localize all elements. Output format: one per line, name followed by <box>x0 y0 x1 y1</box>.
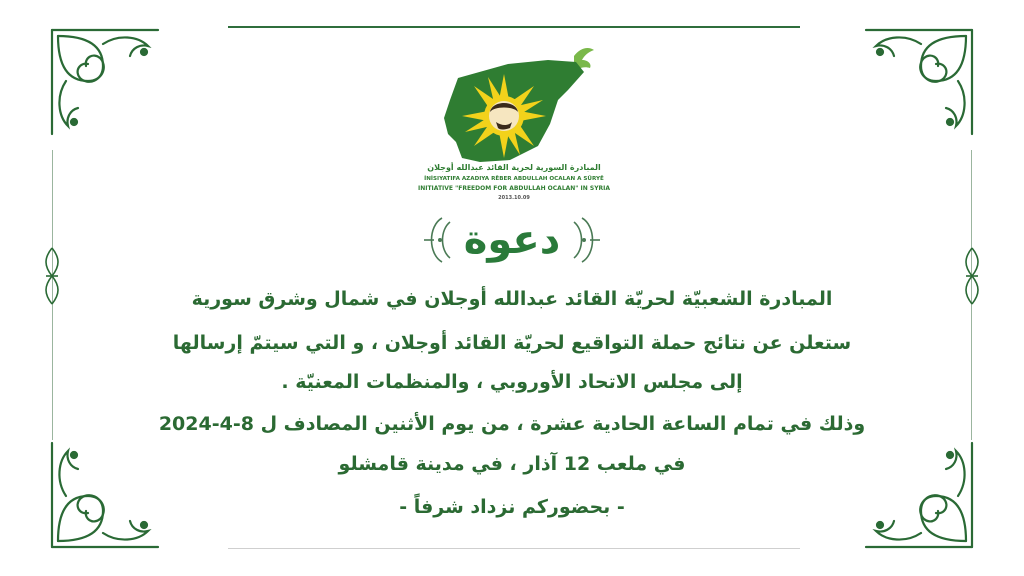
body-line-3: إلى مجلس الاتحاد الأوروبي ، والمنظمات المعنيّة . <box>281 371 743 393</box>
body-line-4: وذلك في تمام الساعة الحادية عشرة ، من يوم الأثنين المصادف ل 8-4-2024 <box>158 413 866 435</box>
corner-ornament-top-left <box>48 26 168 141</box>
title-block <box>420 212 604 268</box>
body-line-6: - بحضوركم نزداد شرفاً - <box>399 496 625 518</box>
page-title: دعوة <box>463 217 561 263</box>
body-line-1: المبادرة الشعبيّة لحريّة القائد عبدالله أوجلان في شمال وشرق سورية <box>191 288 833 310</box>
corner-ornament-top-right <box>856 26 976 141</box>
logo-arabic-text: المبادرة السورية لحرية القائد عبدالله أوجلان <box>427 163 601 172</box>
logo-english-text: INITIATIVE "FREEDOM FOR ABDULLAH OCALAN" IN SYRIA <box>417 185 611 192</box>
bottom-divider <box>228 548 800 549</box>
body-line-5: في ملعب 12 آذار ، في مدينة قامشلو <box>338 453 686 475</box>
top-divider <box>228 26 800 28</box>
logo-kurdish-text: İNİSIYATIFA AZADIYA RÊBER ABDULLAH OCALAN A SÛRYÊ <box>424 176 604 182</box>
map-emblem-icon <box>398 38 630 210</box>
body-line-2: ستعلن عن نتائج حملة التواقيع لحريّة القائد أوجلان ، و التي سيتمّ إرسالها <box>172 332 852 354</box>
logo-date-text: 2013.10.09 <box>498 195 530 201</box>
initiative-logo <box>398 38 630 210</box>
